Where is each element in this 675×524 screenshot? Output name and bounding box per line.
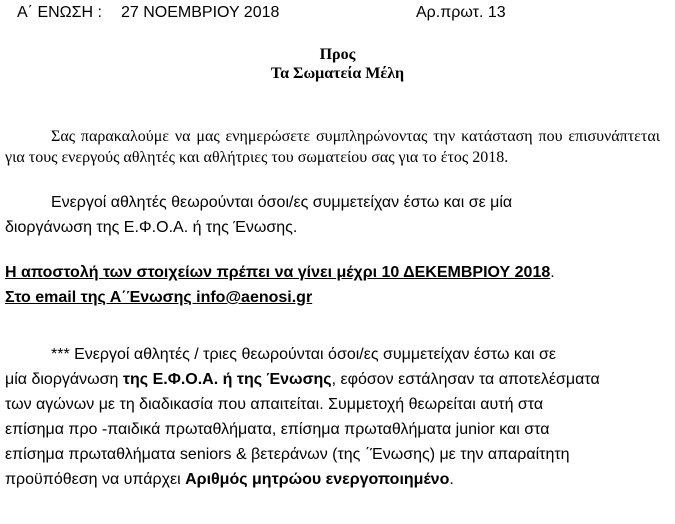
email-prefix: Στο email της Α΄Ένωσης [5,289,197,306]
letter-date: 27 ΝΟΕΜΒΡΙΟΥ 2018 [121,4,280,21]
notes-line-6 [5,467,670,492]
notes-text-2-bold: της Ε.Φ.Ο.Α. ή της Ένωσης [122,371,332,388]
notes-text-1: *** Ενεργοί αθλητές / τριες θεωρούνται όσοι/ες συμμετείχαν έστω και σε [51,346,556,363]
protocol-number: Αρ.πρωτ. 13 [416,4,506,21]
deadline-period: . [550,264,555,281]
notes-paragraph [5,342,670,492]
notes-text-6-bold: Αριθμός μητρώου ενεργοποιημένο [185,471,450,488]
organization-label: Α΄ ΕΝΩΣΗ : [17,4,102,21]
notes-line-1 [5,342,670,367]
active-definition-text-1: Ενεργοί αθλητές θεωρούνται όσοι/ες συμμετείχαν έστω και σε μία [51,194,513,211]
active-definition-paragraph [5,190,670,240]
notes-text-2a: μία διοργάνωση [5,371,123,388]
request-text: Σας παρακαλούμε να μας ενημερώσετε συμπληρώνοντας την κατάσταση που επισυνάπτεται για τους ενεργούς αθλητές και αθλήτριες του σωματείου σας για το έτος 2018. [5,128,660,166]
recipient-block [0,45,675,83]
notes-text-2b: , εφόσον εστάλησαν τα αποτελέσματα [331,371,600,388]
notes-text-6b: . [449,471,454,488]
active-definition-line-2: διοργάνωση της Ε.Φ.Ο.Α. ή της Ένωσης. [5,219,298,236]
request-paragraph [5,126,660,168]
active-definition-line-1 [5,190,670,215]
deadline-text: Η αποστολή των στοιχείων πρέπει να γίνει μέχρι 10 ΔΕΚΕΜΒΡΙΟΥ 2018 [5,264,551,281]
notes-line-5: επίσημα πρωταθλήματα seniors & βετεράνων (της ΄Ένωσης) με την απαραίτητη [5,446,570,463]
notes-line-2 [5,367,670,392]
deadline-line [5,260,670,285]
email-address-link[interactable]: info@aenosi.gr [196,289,313,306]
deadline-block [5,260,670,310]
email-line [5,285,670,310]
recipient-line-1: Προς [319,46,356,63]
notes-text-6a: προϋπόθεση να υπάρχει [5,471,186,488]
notes-line-3: των αγώνων με τη διαδικασία που απαιτείται. Συμμετοχή θεωρείται αυτή στα [5,396,544,413]
notes-line-4: επίσημα προ -παιδικά πρωταθλήματα, επίσημα πρωταθλήματα junior και στα [5,421,550,438]
recipient-line-2: Τα Σωματεία Μέλη [270,65,405,82]
